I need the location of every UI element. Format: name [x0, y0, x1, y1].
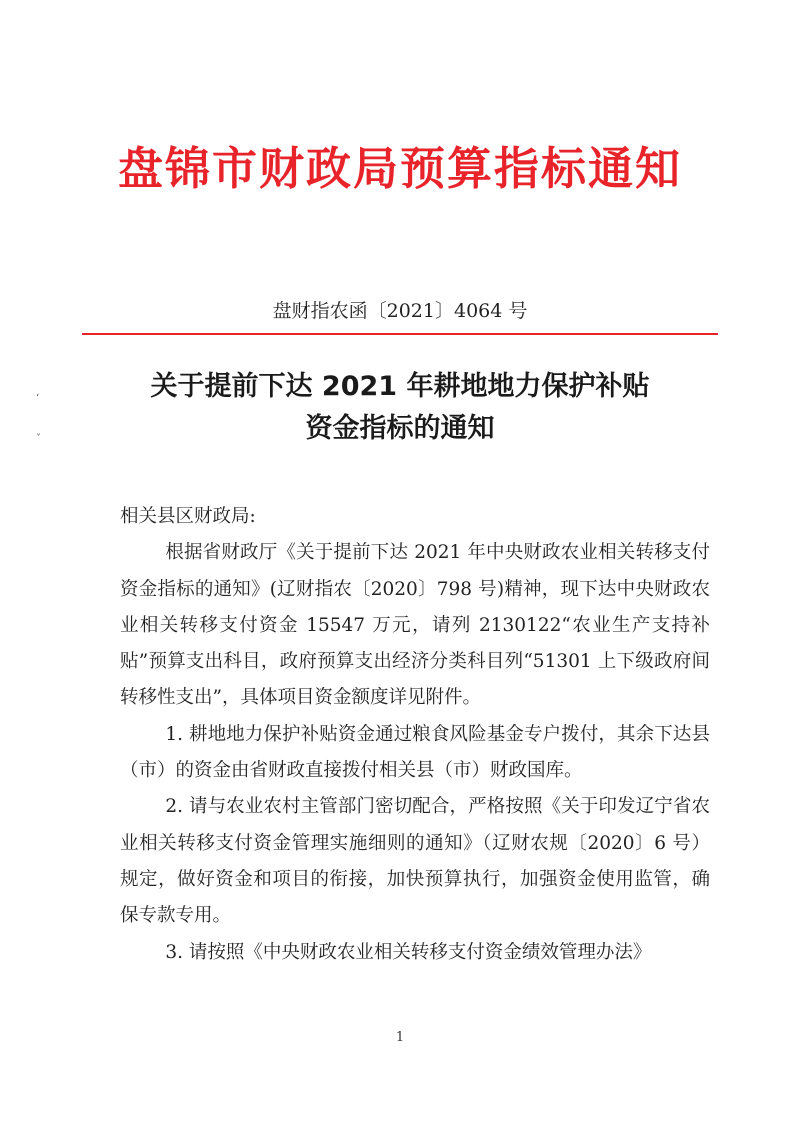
paragraph-intro: 根据省财政厅《关于提前下达 2021 年中央财政农业相关转移支付资金指标的通知》(辽财指农〔2020〕798 号)精神，现下达中央财政农业相关转移支付资金 15547 万元，请列 2130122“农业生产支持补贴”预算支出科目，政府预算支出经济分类科目列“51301 上下级政府间转移性支出”，具体项目资金额度详见附件。 — [120, 542, 710, 709]
notice-title-line-2: 资金指标的通知 — [305, 413, 495, 444]
paragraph-item-3: 3. 请按照《中央财政农业相关转移支付资金绩效管理办法》 — [165, 941, 652, 963]
notice-body — [120, 499, 710, 971]
notice-title — [0, 366, 800, 450]
paragraph-item-1: 1. 耕地地力保护补贴资金通过粮食风险基金专户拨付，其余下达县（市）的资金由省财政直接拨付相关县（市）财政国库。 — [120, 723, 710, 782]
scan-speck: ʻ — [36, 393, 40, 404]
red-divider-line — [82, 333, 718, 335]
notice-title-line-1: 关于提前下达 2021 年耕地地力保护补贴 — [150, 371, 650, 402]
paragraph-item-2: 2. 请与农业农村主管部门密切配合，严格按照《关于印发辽宁省农业相关转移支付资金管理实施细则的通知》（辽财农规〔2020〕6 号）规定，做好资金和项目的衔接，加快预算执行，加强资金使用监管，确保专款专用。 — [120, 796, 710, 927]
document-header-title: 盘锦市财政局预算指标通知 — [117, 142, 682, 195]
document-number: 盘财指农函〔2021〕4064 号 — [272, 300, 528, 322]
salutation: 相关县区财政局: — [120, 506, 256, 527]
scan-speck: ˇ — [36, 434, 41, 445]
page-number: 1 — [395, 1030, 405, 1045]
